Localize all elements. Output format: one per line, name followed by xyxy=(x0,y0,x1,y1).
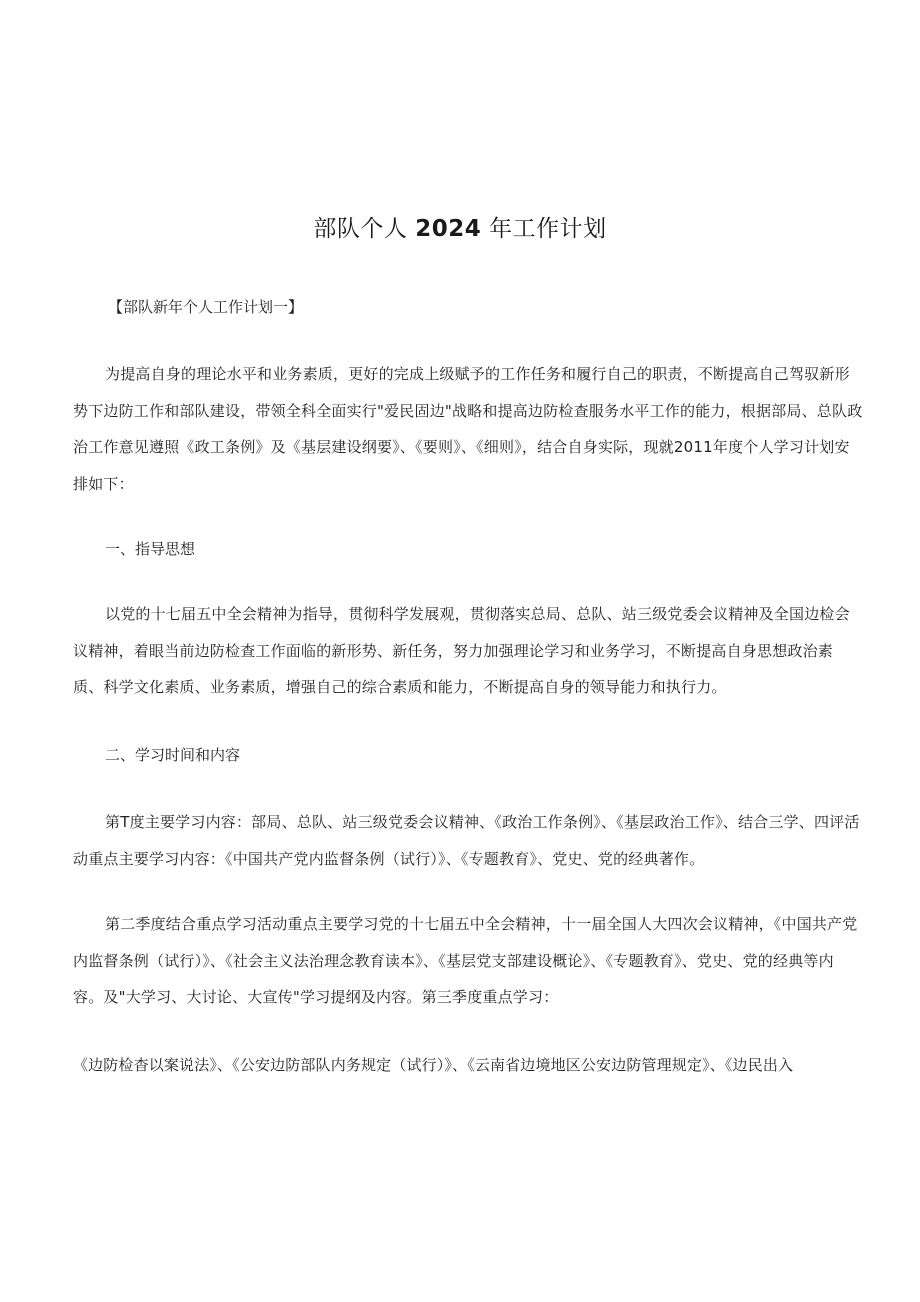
title-suffix: 年工作计划 xyxy=(489,216,607,242)
first-quarter-paragraph: 第T度主要学习内容：部局、总队、站三级党委会议精神、《政治工作条例》、《基层政治工作》、结合三学、四评活动重点主要学习内容：《中国共产党内监督条例（试行）》、《专题教育》、党史、党的经典著作。 xyxy=(73,813,860,868)
intro-paragraph: 为提高自身的理论水平和业务素质，更好的完成上级赋予的工作任务和履行自己的职责，不断提高自己驾驭新形势下边防工作和部队建设，带领全科全面实行"爱民固边"战略和提高边防检查服务水平工作的能力，根据部局、总队政治工作意见遵照《政工条例》及《基层建设纲要》、《要则》、《细则》，结合自身实际，现就2011年度个人学习计划安排如下： xyxy=(73,365,863,493)
heading-guiding-ideology: 一、指导思想 xyxy=(105,540,196,558)
second-quarter-paragraph: 第二季度结合重点学习活动重点主要学习党的十七届五中全会精神，十一届全国人大四次会议精神，《中国共产党内监督条例（试行）》、《社会主义法治理念教育读本》、《基层党支部建设概论》、《专题教育》、党史、党的经典等内容。及"大学习、大讨论、大宣传"学习提纲及内容。第三季度重点学习： xyxy=(73,915,858,1006)
heading-study-time-content: 二、学习时间和内容 xyxy=(105,746,241,764)
page-title xyxy=(0,212,920,246)
guiding-paragraph: 以党的十七届五中全会精神为指导，贯彻科学发展观，贯彻落实总局、总队、站三级党委会议精神及全国边检会议精神，着眼当前边防检查工作面临的新形势、新任务，努力加强理论学习和业务学习，不断提高自身思想政治素质、科学文化素质、业务素质，增强自己的综合素质和能力，不断提高自身的领导能力和执行力。 xyxy=(73,605,850,696)
third-quarter-line: 《边防检杳以案说法》、《公安边防部队内务规定（试行）》、《云南省边境地区公安边防管理规定》、《边民出入 xyxy=(73,1056,794,1074)
section-subtitle: 【部队新年个人工作计划一】 xyxy=(108,298,304,316)
title-prefix: 部队个人 xyxy=(313,216,408,242)
title-year: 2024 xyxy=(415,216,482,242)
